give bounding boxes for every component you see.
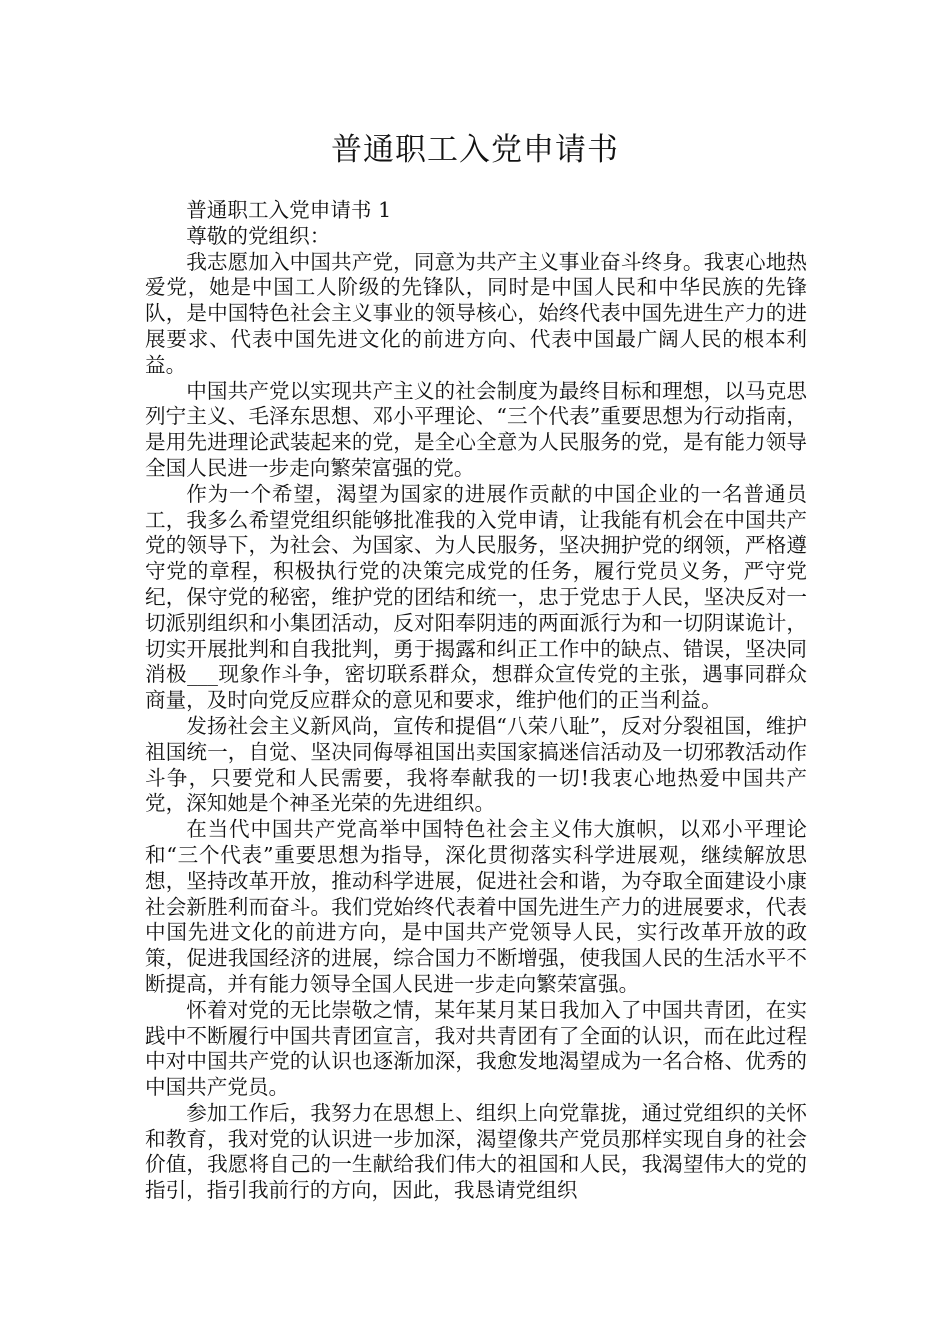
paragraph: 怀着对党的无比崇敬之情，某年某月某日我加入了中国共青团，在实践中不断履行中国共青团宣言，我对共青团有了全面的认识，而在此过程中对中国共产党的认识也逐渐加深，我愈发地渴望成为一名合格、优秀的中国共产党员。	[145, 997, 807, 1100]
paragraph: 作为一个希望，渴望为国家的进展作贡献的中国企业的一名普通员工，我多么希望党组织能够批准我的入党申请，让我能有机会在中国共产党的领导下，为社会、为国家、为人民服务，坚决拥护党的纲领，严格遵守党的章程，积极执行党的决策完成党的任务，履行党员义务，严守党纪，保守党的秘密，维护党的团结和统一，忠于党忠于人民，坚决反对一切派别组织和小集团活动，反对阳奉阴违的两面派行为和一切阴谋诡计，切实开展批判和自我批判，勇于揭露和纠正工作中的缺点、错误，坚决同消极___现象作斗争，密切联系群众，想群众宣传党的主张，遇事同群众商量，及时向党反应群众的意见和要求，维护他们的正当利益。	[145, 481, 807, 713]
document-title: 普通职工入党申请书	[331, 132, 619, 168]
document-body	[145, 198, 807, 1204]
paragraph-salutation: 尊敬的党组织：	[186, 223, 331, 248]
paragraph: 参加工作后，我努力在思想上、组织上向党靠拢，通过党组织的关怀和教育，我对党的认识进一步加深，渴望像共产党员那样实现自身的社会价值，我愿将自己的一生献给我们伟大的祖国和人民，我渴望伟大的党的指引，指引我前行的方向，因此，我恳请党组织	[145, 1100, 807, 1203]
paragraph-heading: 普通职工入党申请书 1	[186, 198, 392, 222]
paragraph: 我志愿加入中国共产党，同意为共产主义事业奋斗终身。我衷心地热爱党，她是中国工人阶级的先锋队，同时是中国人民和中华民族的先锋队，是中国特色社会主义事业的领导核心，始终代表中国先进生产力的进展要求、代表中国先进文化的前进方向、代表中国最广阔人民的根本利益。	[145, 249, 807, 377]
paragraph: 发扬社会主义新风尚，宣传和提倡“八荣八耻”，反对分裂祖国，维护祖国统一，自觉、坚决同侮辱祖国出卖国家搞迷信活动及一切邪教活动作斗争，只要党和人民需要，我将奉献我的一切!我衷心地热爱中国共产党，深知她是个神圣光荣的先进组织。	[145, 713, 807, 816]
paragraph: 中国共产党以实现共产主义的社会制度为最终目标和理想，以马克思列宁主义、毛泽东思想、邓小平理论、“三个代表”重要思想为行动指南，是用先进理论武装起来的党，是全心全意为人民服务的党，是有能力领导全国人民进一步走向繁荣富强的党。	[145, 378, 807, 480]
paragraph: 在当代中国共产党高举中国特色社会主义伟大旗帜，以邓小平理论和“三个代表”重要思想为指导，深化贯彻落实科学进展观，继续解放思想，坚持改革开放，推动科学进展，促进社会和谐，为夺取全面建设小康社会新胜利而奋斗。我们党始终代表着中国先进生产力的进展要求，代表中国先进文化的前进方向，是中国共产党领导人民，实行改革开放的政策，促进我国经济的进展，综合国力不断增强，使我国人民的生活水平不断提高，并有能力领导全国人民进一步走向繁荣富强。	[145, 817, 807, 996]
